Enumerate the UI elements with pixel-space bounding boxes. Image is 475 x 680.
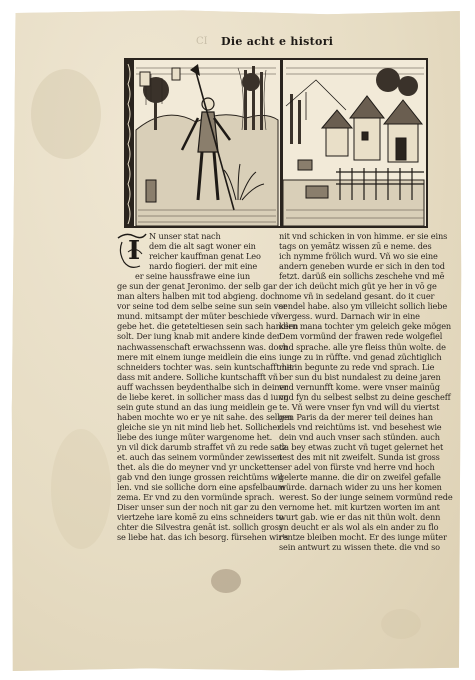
text-line: kern mana tochter ym geleich geke mögen [279,321,452,332]
text-line: Diser unser sun der noch nit gar zu den [117,502,277,513]
text-line: de liebe keret. in sollicher mass das d iung [117,391,289,402]
initial-letter: I [128,236,141,266]
text-line: chter die Silvestra genāt ist. sollich gross [117,522,283,533]
text-line: ser adel von fürste vnd herre vnd hoch [279,462,435,473]
text-line: test des mit nit zweifelt. Sunda ist gross [279,452,440,463]
text-line: vergess. wurd. Darnach wir in eine [279,311,420,322]
paper-stain [51,429,111,549]
running-head: Die acht e histori [221,35,334,48]
text-line: len. vnd sie solliche dorn eine apsfelbaum [117,482,286,493]
text-line: gen Paris da der merer teil deines han [279,411,433,422]
text-line: da bey etwas zucht vñ tuget gelernet het [279,441,444,452]
text-column-right [279,231,453,553]
woodcut-illustration [124,58,428,228]
text-line: andern geneben wurde er sich in den tod [279,261,445,272]
text-line: sendel habe. also ym villeicht sollich liebe [279,301,448,312]
text-line: ber sun du bist nundalest zu deine jaren [279,371,441,382]
text-line: et. auch das seinem vormünder zewissen [117,452,283,463]
text-line: liebe des iunge müter wargenome het. [117,431,273,442]
text-line: nit vnd schicken in von himme. er sie eins [279,231,448,241]
text-line: mere mit einem iunge meidlein die eins [117,351,277,362]
text-line: viertzehe iare komē zu eins schneiders to [117,512,284,523]
text-line: gleiche sie yn nit mind lieb het. Sollicher [117,421,281,432]
text-line: er seine haussfrawe eine iun [135,271,251,282]
text-line: mund. mitsampt der müter beschiede vñ [117,311,281,322]
text-line: auff wachssen beydenthalbe sich in deiner [117,381,288,392]
text-line: nome vñ in sedeland gesant. do it cuer [279,291,435,302]
text-line: vnd fyn du selbest selbst zu deine gescheff [279,391,451,402]
text-line: der ich deücht mich güt ye her in vō ge [279,281,437,292]
paper-spot [211,569,241,593]
text-line: vor seine tod dem selbe seine sun sein vor [117,301,287,312]
text-line: reicher kauffman genat Leo [149,251,261,262]
text-line: Dem vormünd der frawen rede wolgefiel [279,331,443,342]
text-line: haben mochte wo er ye nit sahe. des selben [117,411,293,422]
text-line: nardo fiogieri. der mit eine [149,261,258,272]
text-line: fetzt. darüß ein sollichs zeschehe vnd mē [279,271,445,282]
text-line: nachwassenschaft erwachssenn was. doch [117,341,288,352]
text-line: solt. Der iung knab mit andere kinde der [117,331,281,342]
text-line: sein antwurt zu wissen thete. die vnd so [279,542,440,553]
text-line: dein vnd auch vnser sach stünden. auch [279,431,440,442]
text-line: N unser stat nach [149,231,221,241]
text-line: rentze bleiben mocht. Er des iunge müter [279,532,447,543]
text-line: tags on yemātz wissen zū e neme. des [279,241,432,252]
text-line: iunge zu in rüffte. vnd genad züchtiglich [279,351,442,362]
text-line: se liebe hat. das ich besorg. fürsehen wir's [117,532,289,543]
text-line: ge sun der genat Jeronimo. der selb gar [117,281,277,292]
text-line: dem die alt sagt woner ein [149,241,256,252]
text-line: gelerte manne. die dir on zweifel gefalle [279,472,441,483]
text-column-left [117,231,299,543]
text-line: vernome het. mit kurtzen worten im ant [279,502,440,513]
text-line: zema. Er vnd zu den vormünde sprach. [117,492,275,503]
text-line: werest. So der iunge seinem vormünd rede [279,492,453,503]
text-line: gebe het. die geteteltiesen sein sach handlen [117,321,299,332]
text-line: würde. darnach wider zu uns her komen [279,482,442,493]
woodcut-icon [126,60,426,226]
text-line: dels vnd reichtüms ist. vnd besehest wie [279,421,442,432]
text-line: sein gute stund an das iung meidlein ge [117,401,278,412]
text-line: man alters halben mit tod abgieng. doch [117,291,280,302]
text-line: vnd vernunfft kome. were vnser mainūg [279,381,440,392]
text-line: yn vil dick darumb straffet vñ zu rede satz [117,441,287,452]
text-line: thet. als die do meyner vnd yr uncketten [117,462,280,473]
folio-number: CI [196,36,208,47]
text-line: mit in begunte zu rede vnd sprach. Lie [279,361,435,372]
text-line: te. Vñ were vnser fyn vnd will du viertst [279,401,440,412]
text-line: dass mit andere. Solliche kuntschafft vñ [117,371,278,382]
text-line: wurt gab. wie er das nit thün wolt. denn [279,512,441,523]
text-line: yn deucht er als wol als ein ander zu flo [279,522,439,533]
text-line: schneiders tochter was. sein kuntschafft her [117,361,296,372]
paper-stain [31,69,101,159]
paper-stain [381,609,421,639]
text-line: ich nymme frölich wurd. Vñ wo sie eine [279,251,438,262]
text-line: vnd sprache. alle yre fleiss thün wolte. de [279,341,446,352]
text-line: gab vnd den iunge grossen reichtüms wil [117,472,283,483]
